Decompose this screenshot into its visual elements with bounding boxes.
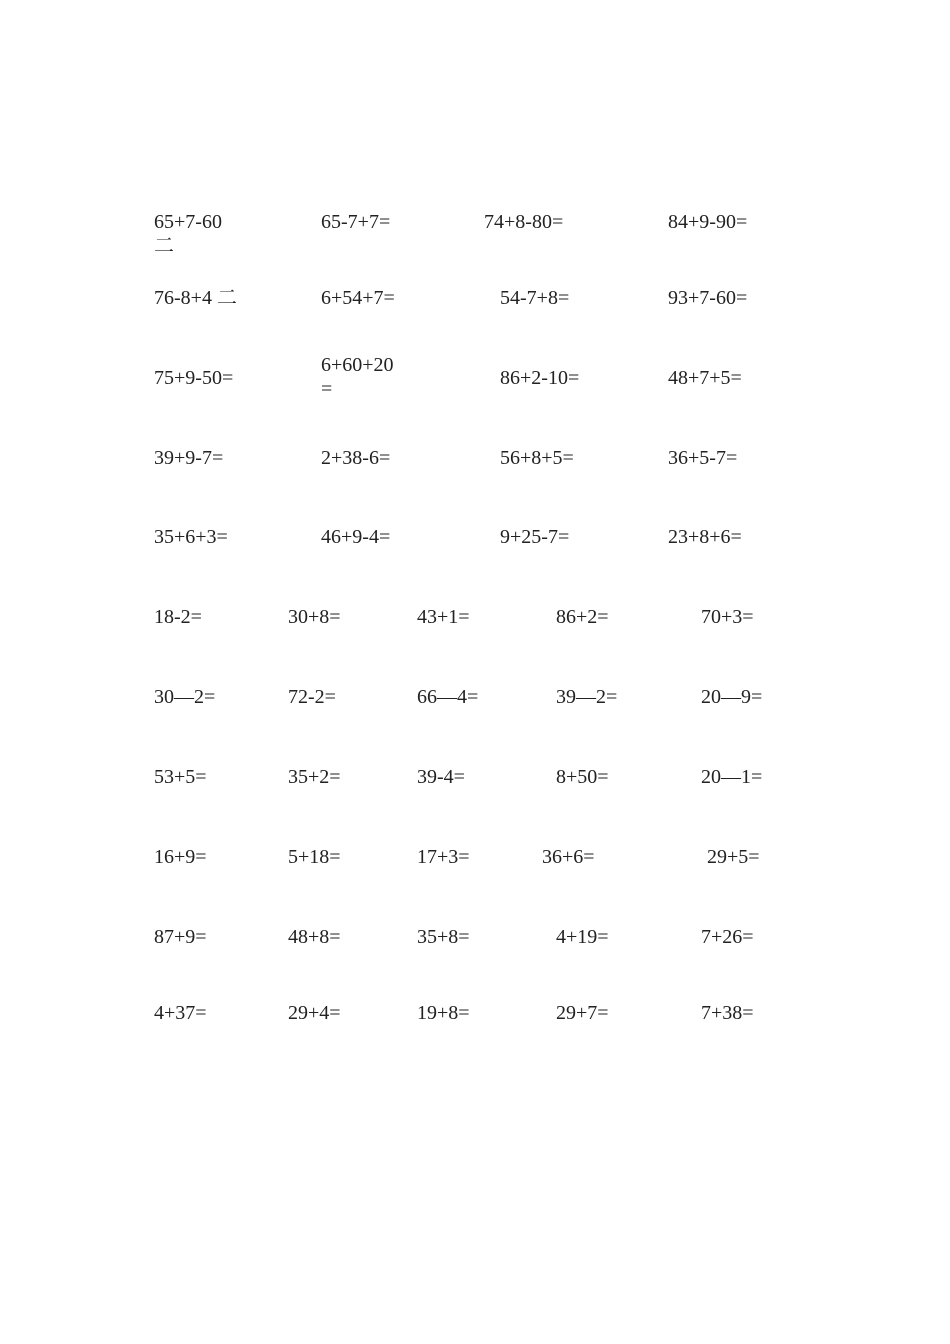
problem-r10-c1: 29+4= [288, 1002, 341, 1024]
problem-r10-c4: 7+38= [701, 1002, 754, 1024]
problem-r6-c3: 39—2= [556, 686, 618, 708]
problem-r5-c3: 86+2= [556, 606, 609, 628]
problem-r9-c2: 35+8= [417, 926, 470, 948]
problem-r6-c0: 30—2= [154, 686, 216, 708]
problem-r8-c4: 29+5= [707, 846, 760, 868]
problem-r4-c1: 46+9-4= [321, 526, 391, 548]
problem-r4-c2: 9+25-7= [500, 526, 570, 548]
problem-r4-c0: 35+6+3= [154, 526, 228, 548]
problem-r7-c1: 35+2= [288, 766, 341, 788]
problem-r3-c1: 2+38-6= [321, 447, 391, 469]
problem-r10-c2: 19+8= [417, 1002, 470, 1024]
problem-r5-c1: 30+8= [288, 606, 341, 628]
problem-r3-c0: 39+9-7= [154, 447, 224, 469]
problem-r1-c2: 54-7+8= [500, 287, 570, 309]
problem-r2-c2: 86+2-10= [500, 367, 580, 389]
problem-r9-c0: 87+9= [154, 926, 207, 948]
problem-r0-c3: 84+9-90= [668, 211, 748, 233]
problem-r1-c3: 93+7-60= [668, 287, 748, 309]
problem-r6-c2: 66—4= [417, 686, 479, 708]
problem-r0-c2: 74+8-80= [484, 211, 564, 233]
problem-wrap-text: = [321, 378, 333, 400]
problem-r10-c3: 29+7= [556, 1002, 609, 1024]
problem-r4-c3: 23+8+6= [668, 526, 742, 548]
problem-text: 65+7-60 [154, 211, 222, 233]
problem-r9-c1: 48+8= [288, 926, 341, 948]
problem-r6-c1: 72-2= [288, 686, 336, 708]
problem-r7-c4: 20—1= [701, 766, 763, 788]
problem-r8-c2: 17+3= [417, 846, 470, 868]
problem-r2-c0: 75+9-50= [154, 367, 234, 389]
problem-r1-c1: 6+54+7= [321, 287, 395, 309]
problem-r7-c3: 8+50= [556, 766, 609, 788]
problem-r1-c0: 76-8+4 二 [154, 287, 237, 309]
problem-r8-c3: 36+6= [542, 846, 595, 868]
problem-r9-c3: 4+19= [556, 926, 609, 948]
problem-r9-c4: 7+26= [701, 926, 754, 948]
problem-r2-c1 [321, 353, 394, 401]
problem-r3-c3: 36+5-7= [668, 447, 738, 469]
problem-r5-c4: 70+3= [701, 606, 754, 628]
problem-r6-c4: 20—9= [701, 686, 763, 708]
problem-r5-c2: 43+1= [417, 606, 470, 628]
problem-r0-c0 [154, 210, 222, 258]
problem-r2-c3: 48+7+5= [668, 367, 742, 389]
problem-r5-c0: 18-2= [154, 606, 202, 628]
problem-wrap-text: 二 [154, 235, 174, 257]
problem-text: 6+60+20 [321, 354, 394, 376]
problem-r10-c0: 4+37= [154, 1002, 207, 1024]
problem-r8-c1: 5+18= [288, 846, 341, 868]
problem-r7-c0: 53+5= [154, 766, 207, 788]
problem-r8-c0: 16+9= [154, 846, 207, 868]
problem-r0-c1: 65-7+7= [321, 211, 391, 233]
problem-r3-c2: 56+8+5= [500, 447, 574, 469]
problem-r7-c2: 39-4= [417, 766, 465, 788]
